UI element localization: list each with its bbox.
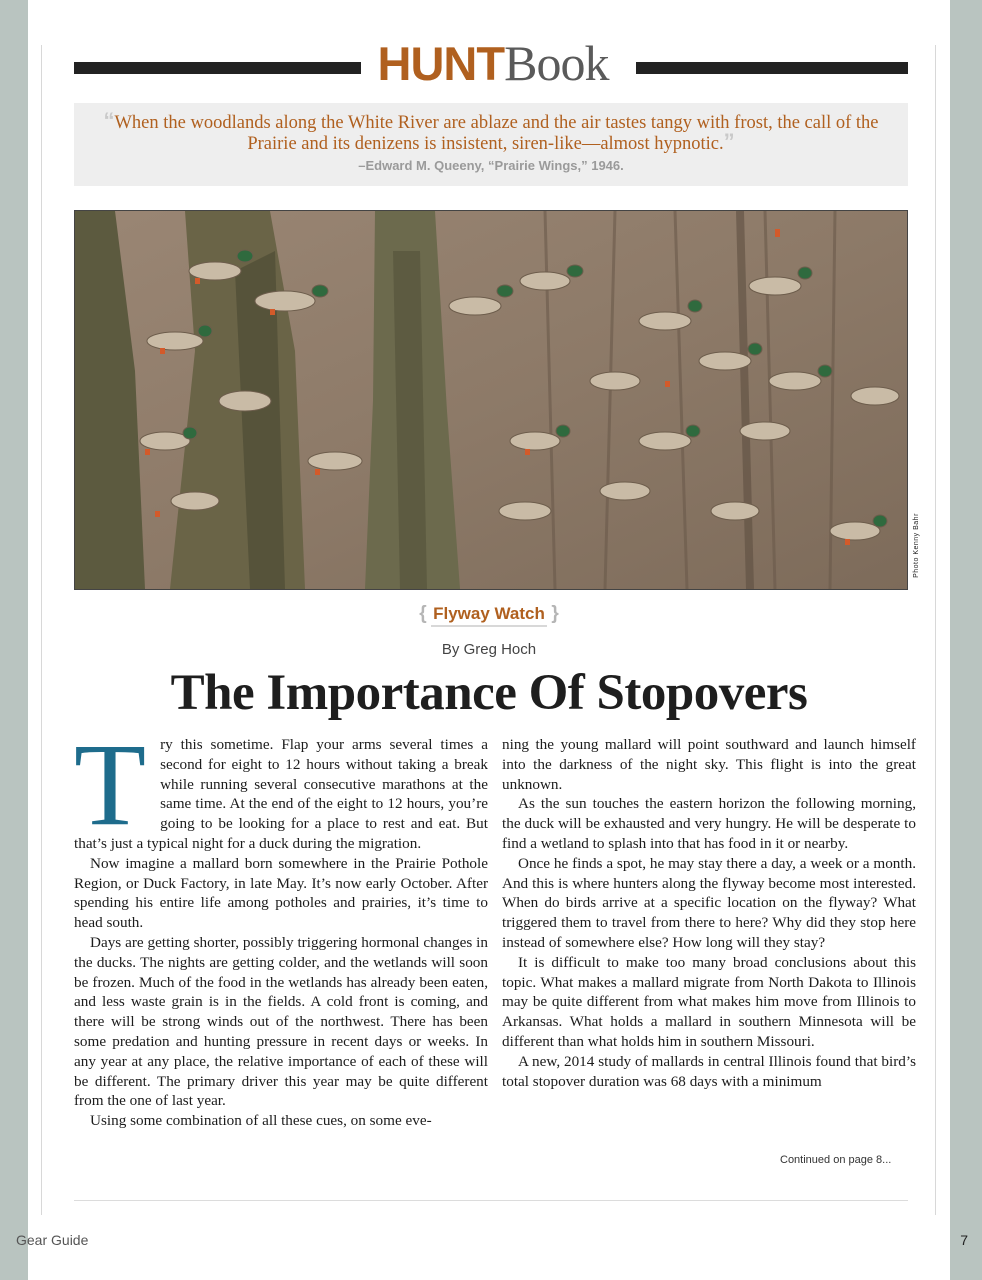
epigraph-box <box>74 103 908 186</box>
article-title: The Importance Of Stopovers <box>170 665 808 721</box>
article-column-left <box>74 719 488 1131</box>
paragraph: A new, 2014 study of mallards in central Illinois found that bird’s total stopover duration was 68 days with a minimum <box>502 1052 916 1090</box>
masthead-book: Book <box>504 35 609 91</box>
epigraph-attribution: –Edward M. Queeny, “Prairie Wings,” 1946. <box>358 158 624 173</box>
byline: By Greg Hoch <box>441 641 537 658</box>
dept-label: Flyway Watch <box>431 604 547 627</box>
hero-photo <box>74 210 908 590</box>
masthead-rule-left <box>74 62 361 74</box>
department-header <box>28 603 950 625</box>
dept-brace-close: } <box>551 603 559 624</box>
paragraph: It is difficult to make too many broad conclusions about this topic. What makes a mallard migrate from North Dakota to Illinois may be quite different from what makes him move from Illinois to Arkansas. What holds a mallard in southern Minnesota will be different than what holds him in southern Missouri. <box>502 953 916 1050</box>
page-number: 7 <box>960 1232 968 1248</box>
masthead-rule-right <box>636 62 908 74</box>
dept-brace-open: { <box>419 603 427 624</box>
epigraph-text: When the woodlands along the White River are ablaze and the air tastes tangy with frost, the call of the Prairie and its denizens is insistent, siren-like—almost hypnotic. <box>114 113 879 154</box>
close-quote-mark: ” <box>723 129 735 154</box>
page-edge-right <box>935 45 936 1215</box>
paragraph: Using some combination of all these cues, on some eve- <box>90 1112 432 1130</box>
drop-cap: T <box>74 719 147 850</box>
paragraph-text: ry this sometime. Flap your arms several times a second for eight to 12 hours without taking a break while running several consecutive marathons at the same time. At the end of the eight to 12 hours, you’re going to be looking for a place to rest and eat. But that’s just a typical night for a duck during the migration. <box>74 736 488 852</box>
masthead-logo <box>358 34 628 92</box>
footer-rule <box>74 1200 908 1201</box>
paragraph: Once he finds a spot, he may stay there a day, a week or a month. And this is where hunters along the flyway become most interested. When do birds arrive at a specific location on the flyway? What triggered them to travel from there to here? Why did they stop here instead of somewhere else? How long will they stay? <box>502 854 916 951</box>
article-column-right <box>502 735 916 1091</box>
photo-credit-text: Photo Kenny Bahr <box>913 513 920 578</box>
magazine-page <box>28 0 950 1280</box>
mallard-flock-photo <box>75 211 907 589</box>
footer-section: Gear Guide <box>16 1232 89 1248</box>
paragraph: Days are getting shorter, possibly triggering hormonal changes in the ducks. The nights are getting colder, and the wetlands will soon be frozen. Much of the food in the wetlands has already been eaten, and less waste grain is in the fields. A cold front is coming, and there will be strong winds out of the northwest. There has been some predation and hunting pressure in recent days or weeks. In any year at any place, the relative importance of each of these will be different. The primary driver this year may be quite different from the one of last year. <box>74 933 488 1110</box>
paragraph: As the sun touches the eastern horizon the following morning, the duck will be exhausted and very hungry. He will be desperate to find a wetland to splash into that has food in it or nearby. <box>502 795 916 852</box>
paragraph <box>74 719 488 854</box>
epigraph-quote <box>90 108 892 155</box>
open-quote-mark: “ <box>103 108 115 133</box>
paragraph: ning the young mallard will point southward and launch himself into the darkness of the night sky. This flight is into the great unknown. <box>502 736 916 793</box>
page-edge-left <box>41 45 42 1215</box>
masthead-hunt: HUNT <box>377 37 505 90</box>
photo-credit <box>911 500 923 595</box>
paragraph: Now imagine a mallard born somewhere in the Prairie Pothole Region, or Duck Factory, in late May. It’s now early October. After spending his entire life among potholes and prairies, it’s time to head south. <box>74 854 488 932</box>
continued-note: Continued on page 8... <box>780 1154 892 1166</box>
